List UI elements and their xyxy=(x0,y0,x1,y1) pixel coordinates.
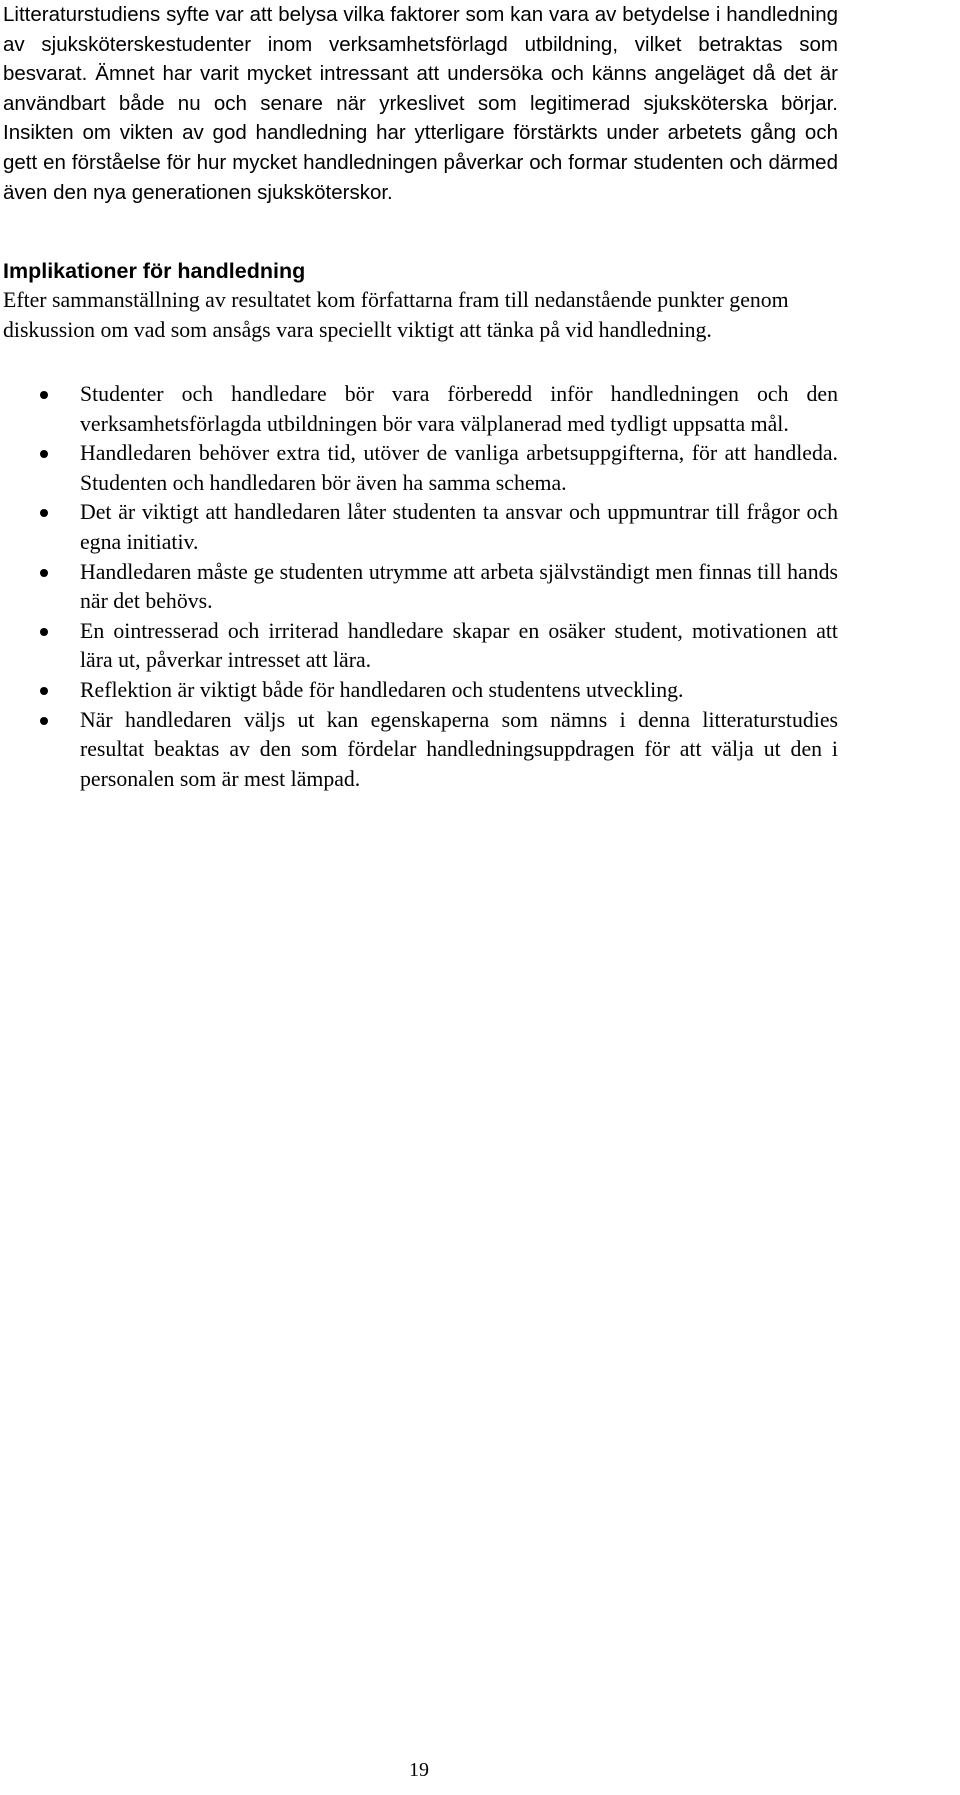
bullet-icon xyxy=(40,687,48,695)
section-lead-paragraph: Efter sammanställning av resultatet kom författarna fram till nedanstående punkter genom diskussion om vad som ansågs vara speciellt viktigt att tänka på vid handledning. xyxy=(3,288,789,342)
list-item xyxy=(3,439,838,498)
list-item-text: Reflektion är viktigt både för handledaren och studentens utveckling. xyxy=(80,677,684,702)
list-item xyxy=(3,558,838,617)
list-item xyxy=(3,676,838,706)
bullet-icon xyxy=(40,717,48,725)
bullet-icon xyxy=(40,391,48,399)
bullet-icon xyxy=(40,509,48,517)
list-item-text: Handledaren behöver extra tid, utöver de vanliga arbetsuppgifterna, för att handleda. Studenten och handledaren bör även ha samma schema. xyxy=(80,441,838,495)
section-heading: Implikationer för handledning xyxy=(3,259,306,283)
list-item xyxy=(3,706,838,795)
list-item-text: När handledaren väljs ut kan egenskaperna som nämns i denna litteraturstudies resultat beaktas av den som fördelar handledningsuppdragen för att välja ut den i personalen som är mest lämpad. xyxy=(80,707,838,791)
document-page xyxy=(3,0,838,791)
list-item-text: Handledaren måste ge studenten utrymme att arbeta självständigt men finnas till hands när det behövs. xyxy=(80,559,838,614)
list-item xyxy=(3,498,838,557)
bullet-icon xyxy=(40,628,48,636)
bullet-icon xyxy=(40,450,48,458)
list-item xyxy=(3,617,838,676)
page-number: 19 xyxy=(409,1759,429,1781)
list-item-text: Studenter och handledare bör vara förberedd inför handledningen och den verksamhetsförlagda utbildningen bör vara välplanerad med tydligt uppsatta mål. xyxy=(80,382,838,436)
list-item xyxy=(3,380,838,439)
bullet-icon xyxy=(40,569,48,577)
intro-paragraph: Litteraturstudiens syfte var att belysa vilka faktorer som kan vara av betydelse i handledning av sjuksköterskestudenter inom verksamhetsförlagd utbildning, vilket betraktas som besvarat. Ämnet har varit mycket intressant att undersöka och känns angeläget då det är användbart både nu och senare när yrkeslivet som legitimerad sjuksköterska börjar. Insikten om vikten av god handledning har ytterligare förstärkts under arbetets gång och gett en förståelse för hur mycket handledningen påverkar och formar studenten och därmed även den nya generationen sjuksköterskor. xyxy=(3,3,838,204)
list-item-text: En ointresserad och irriterad handledare skapar en osäker student, motivationen att lära ut, påverkar intresset att lära. xyxy=(80,618,838,673)
implications-list xyxy=(3,380,838,794)
list-item-text: Det är viktigt att handledaren låter studenten ta ansvar och uppmuntrar till frågor och egna initiativ. xyxy=(80,500,838,554)
